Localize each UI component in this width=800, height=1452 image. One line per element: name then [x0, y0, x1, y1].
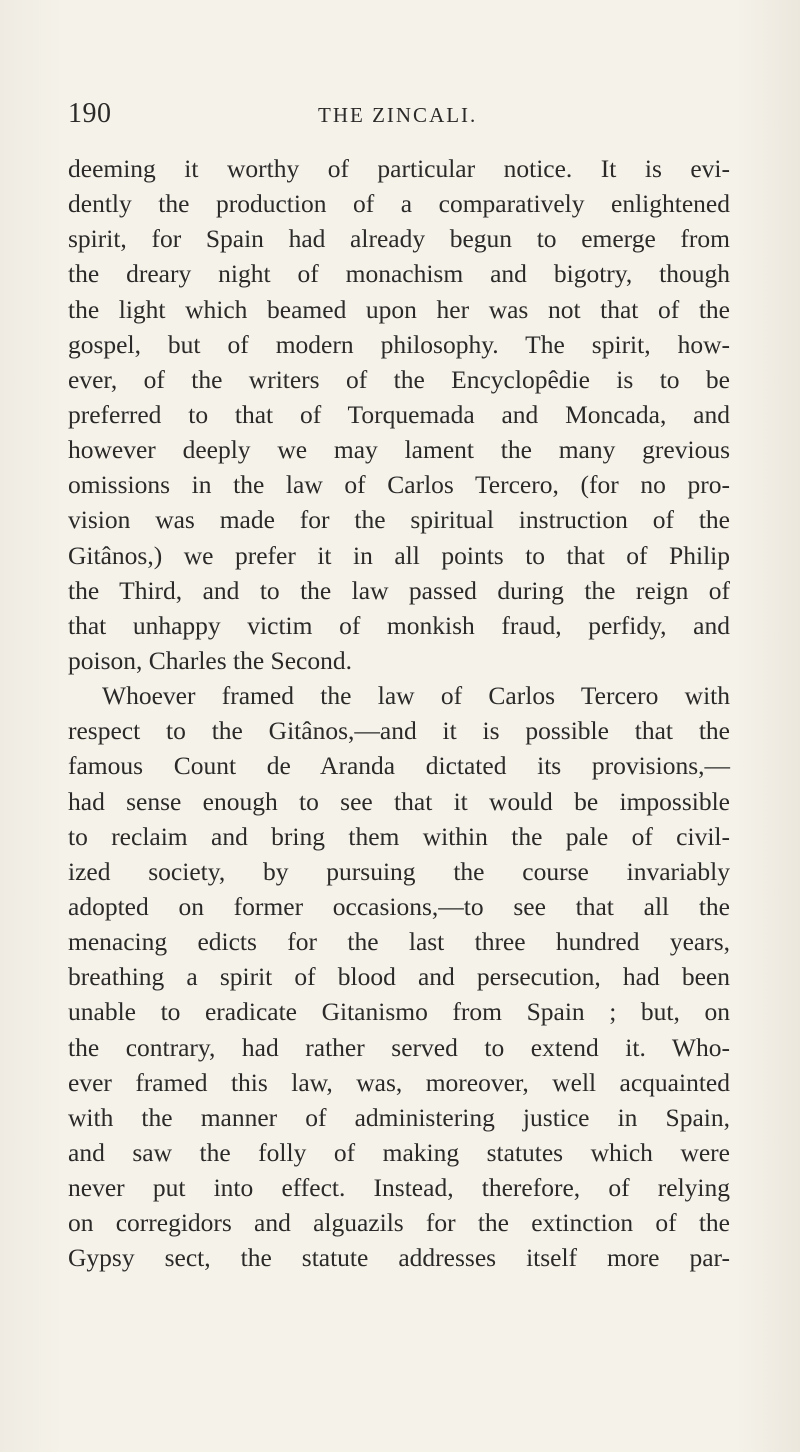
text-line: ever, of the writers of the Encyclopêdie is to be	[68, 364, 730, 394]
text-line: the Third, and to the law passed during the reign of	[68, 575, 730, 605]
page-number: 190	[68, 98, 112, 129]
text-line: ever framed this law, was, moreover, well acquainted	[68, 1067, 730, 1097]
paragraph-start-line: Whoever framed the law of Carlos Tercero with	[102, 681, 730, 711]
text-line: ized society, by pursuing the course invariably	[68, 856, 730, 886]
text-line: unable to eradicate Gitanismo from Spain ; but, on	[68, 997, 730, 1027]
text-line: Gypsy sect, the statute addresses itself more par-	[68, 1243, 730, 1273]
text-line: menacing edicts for the last three hundred years,	[68, 927, 730, 957]
text-line: vision was made for the spiritual instruction of the	[68, 505, 730, 535]
text-line: that unhappy victim of monkish fraud, perfidy, and	[68, 610, 730, 640]
text-line: spirit, for Spain had already begun to emerge from	[68, 224, 730, 254]
text-line: with the manner of administering justice in Spain,	[68, 1102, 730, 1132]
running-title: THE ZINCALI.	[318, 103, 478, 127]
text-line: adopted on former occasions,—to see that all the	[68, 891, 730, 921]
text-line: the light which beamed upon her was not that of the	[68, 294, 730, 324]
paragraph-end-line: poison, Charles the Second.	[68, 645, 352, 675]
text-line: however deeply we may lament the many grevious	[68, 435, 730, 465]
text-line: had sense enough to see that it would be impossible	[68, 786, 730, 816]
text-line: on corregidors and alguazils for the extinction of the	[68, 1208, 730, 1238]
text-line: the contrary, had rather served to extend it. Who-	[68, 1032, 730, 1062]
text-line: omissions in the law of Carlos Tercero, (for no pro-	[68, 470, 730, 500]
text-line: breathing a spirit of blood and persecution, had been	[68, 962, 730, 992]
text-line: the dreary night of monachism and bigotry, though	[68, 259, 730, 289]
body-text	[68, 151, 730, 1276]
text-line: gospel, but of modern philosophy. The spirit, how-	[68, 329, 730, 359]
text-line: and saw the folly of making statutes which were	[68, 1137, 730, 1167]
text-line: preferred to that of Torquemada and Moncada, and	[68, 399, 730, 429]
text-line: never put into effect. Instead, therefore, of relying	[68, 1173, 730, 1203]
text-line: dently the production of a comparatively enlightened	[68, 189, 730, 219]
text-line: respect to the Gitânos,—and it is possible that the	[68, 716, 730, 746]
text-line: deeming it worthy of particular notice. It is evi-	[68, 154, 730, 183]
text-line: to reclaim and bring them within the pale of civil-	[68, 821, 730, 851]
page-header	[68, 96, 730, 132]
text-line: Gitânos,) we prefer it in all points to that of Philip	[68, 540, 730, 570]
text-line: famous Count de Aranda dictated its provisions,—	[68, 751, 730, 781]
